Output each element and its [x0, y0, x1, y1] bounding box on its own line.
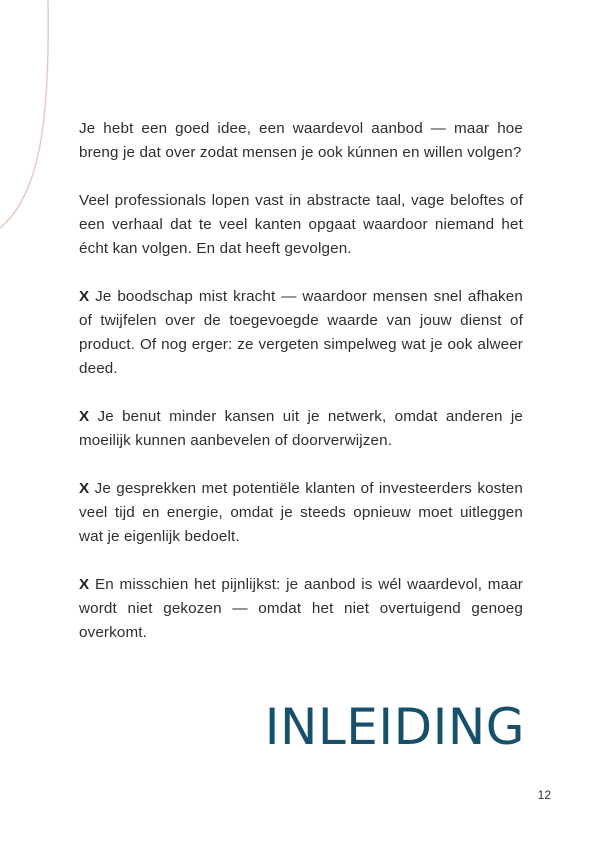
consequence-text: Je benut minder kansen uit je netwerk, omdat anderen je moeilijk kunnen aanbevelen of doorverwijzen. — [79, 408, 523, 449]
consequence-item — [79, 573, 523, 645]
x-marker: X — [79, 480, 90, 497]
consequence-text: En misschien het pijnlijkst: je aanbod is wél waardevol, maar wordt niet gekozen — omdat het niet overtuigend genoeg overkomt. — [79, 576, 523, 641]
consequence-item — [79, 285, 523, 381]
consequence-item — [79, 477, 523, 549]
consequence-text: Je gesprekken met potentiële klanten of investeerders kosten veel tijd en energie, omdat je steeds opnieuw moet uitleggen wat je eigenlijk bedoelt. — [79, 480, 523, 545]
x-marker: X — [79, 288, 90, 305]
intro-text — [79, 117, 523, 669]
page-number: 12 — [537, 788, 551, 802]
consequence-item — [79, 405, 523, 453]
section-heading: INLEIDING — [264, 698, 525, 756]
consequence-text: Je boodschap mist kracht — waardoor mensen snel afhaken of twijfelen over de toegevoegde waarde van jouw dienst of product. Of nog erger: ze vergeten simpelweg wat je ook alweer deed. — [79, 288, 523, 377]
intro-paragraph: Veel professionals lopen vast in abstracte taal, vage beloftes of een verhaal dat te veel kanten opgaat waardoor niemand het écht kan volgen. En dat heeft gevolgen. — [79, 192, 523, 257]
x-marker: X — [79, 576, 90, 593]
intro-paragraph: Je hebt een goed idee, een waardevol aanbod — maar hoe breng je dat over zodat mensen je ook kúnnen en willen volgen? — [79, 120, 523, 161]
x-marker: X — [79, 408, 90, 425]
arc-line-decoration — [0, 0, 70, 240]
